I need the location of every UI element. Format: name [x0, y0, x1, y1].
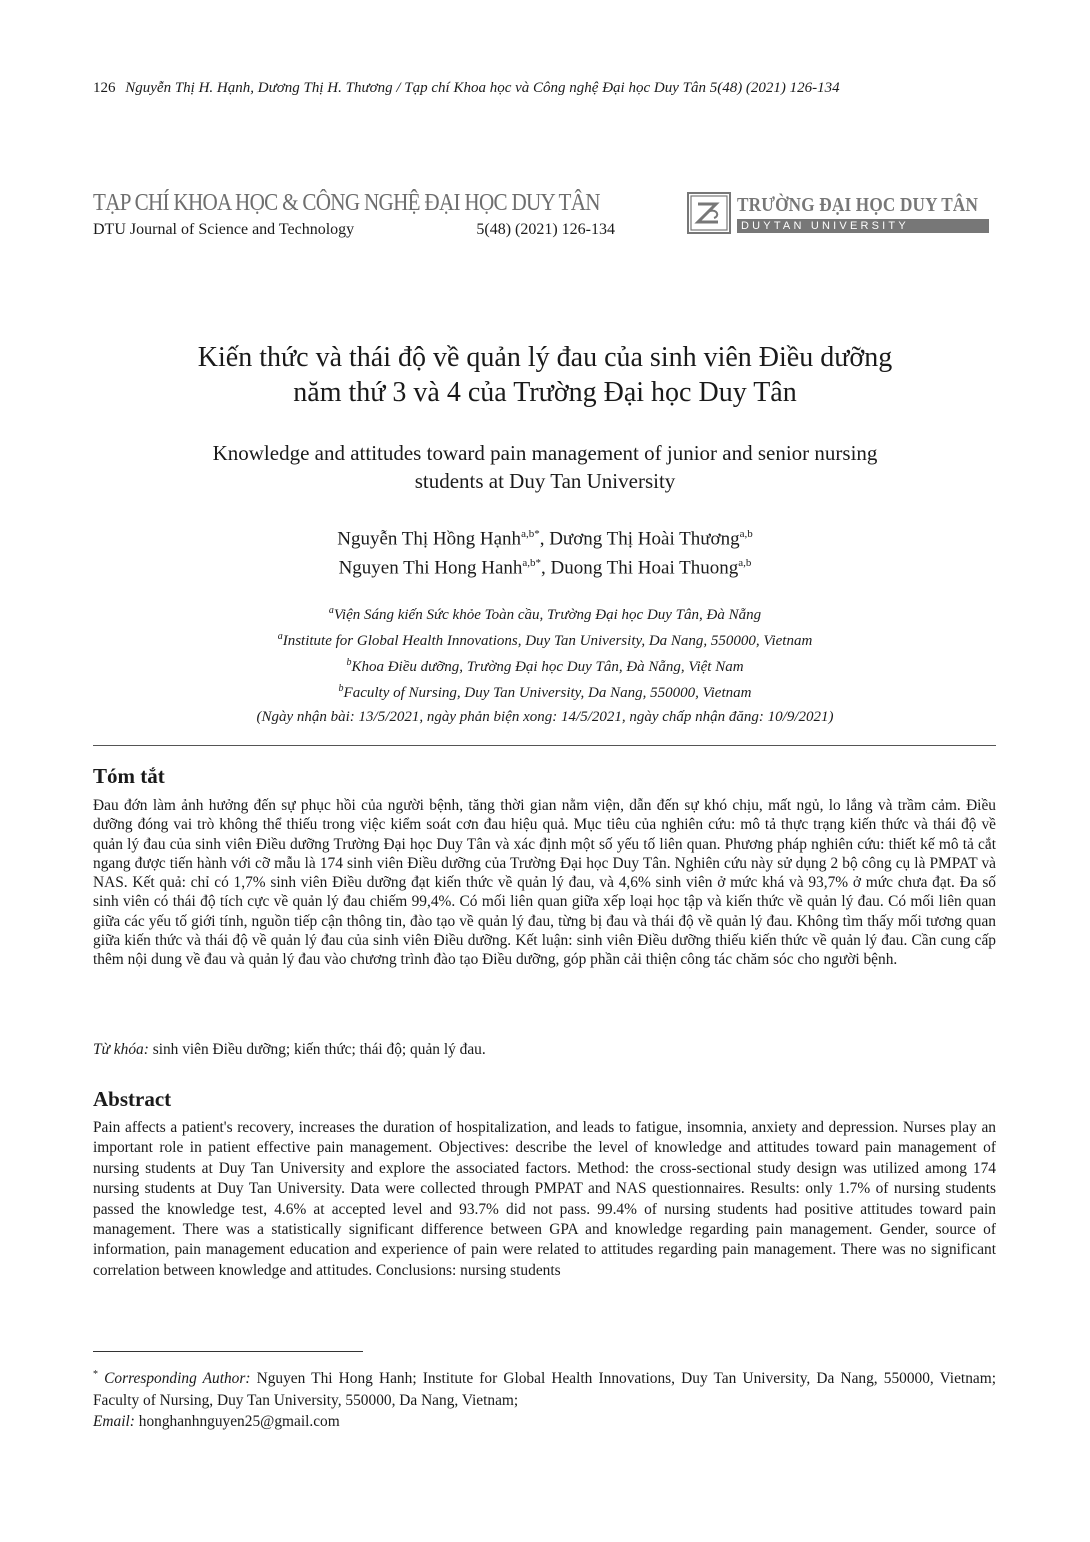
keywords	[93, 1041, 486, 1059]
footnote-mark: *	[93, 1369, 98, 1380]
abstract-body: Pain affects a patient's recovery, increases the duration of hospitalization, and leads to fatigue, insomnia, anxiety and depression. Nurses play an important role in patient effective pain management. Objectives: describe the level of knowledge and attitudes toward pain management of nursing students at Duy Tan University and explore the associated factors. Method: the cross-sectional study design was utilized among 174 nursing students at Duy Tan University. Data were collected through PMPAT and NAS questionnaires. Results: only 1.7% of nursing students passed the knowledge test, 4.6% at accepted level and 93.7% did not pass. 99.4% of nursing students had positive attitudes toward pain management. There was a statistically significant difference between GPA and knowledge regarding pain management. Gender, source of information, pain management education and experience of pain were related to attitudes regarding pain management. There was no significant correlation between knowledge and attitudes. Conclusions: nursing students	[93, 1119, 996, 1279]
running-head	[93, 80, 840, 97]
journal-issue: 5(48) (2021) 126-134	[476, 221, 615, 238]
affiliation-text: Institute for Global Health Innovations, Duy Tan University, Da Nang, 550000, Vietnam	[282, 633, 813, 649]
journal-name-vn: TẠP CHÍ KHOA HỌC & CÔNG NGHỆ ĐẠI HỌC DUY TÂN	[93, 190, 600, 216]
author-affiliation-mark: a,b*	[522, 557, 542, 570]
affiliation-text: Viện Sáng kiến Sức khỏe Toàn cầu, Trường Đại học Duy Tân, Đà Nẵng	[333, 607, 762, 623]
abstract-heading: Abstract	[93, 1087, 172, 1111]
running-head-citation: Nguyễn Thị H. Hạnh, Dương Thị H. Thương / Tạp chí Khoa học và Công nghệ Đại học Duy Tân 5(48) (2021) 126-134	[125, 80, 840, 96]
tom-tat-heading: Tóm tắt	[93, 764, 165, 788]
affiliation-mark: b	[338, 683, 344, 694]
author-separator: ,	[539, 528, 550, 550]
university-name-vn: TRƯỜNG ĐẠI HỌC DUY TÂN	[737, 193, 979, 216]
author-list	[0, 522, 1090, 581]
header-divider	[93, 745, 996, 746]
article-title-en	[0, 439, 1090, 495]
email-address: honghanhnguyen25@gmail.com	[138, 1413, 340, 1431]
duytan-logo-icon	[687, 192, 731, 234]
author-affiliation-mark: a,b	[739, 528, 753, 540]
university-logo	[687, 192, 1017, 234]
authors-en	[0, 551, 1090, 580]
author-name: Duong Thi Hoai Thuong	[550, 557, 739, 579]
affiliation-line	[0, 600, 1090, 626]
email-label: Email:	[93, 1413, 135, 1431]
title-vn-line-1: Kiến thức và thái độ về quản lý đau của sinh viên Điều dưỡng	[197, 342, 893, 373]
article-title-vn	[0, 340, 1090, 410]
keywords-text: sinh viên Điều dưỡng; kiến thức; thái độ; quản lý đau.	[152, 1041, 486, 1058]
affiliation-text: Khoa Điều dưỡng, Trường Đại học Duy Tân, Đà Nẵng, Việt Nam	[351, 659, 744, 675]
affiliation-mark: b	[346, 657, 352, 668]
page-number: 126	[93, 80, 116, 96]
keywords-label: Từ khóa:	[93, 1041, 149, 1058]
journal-name-en: DTU Journal of Science and Technology	[93, 221, 355, 238]
author-affiliation-mark: a,b	[738, 557, 752, 570]
journal-masthead	[93, 190, 623, 239]
author-affiliation-mark: a,b*	[521, 528, 540, 540]
submission-dates: (Ngày nhận bài: 13/5/2021, ngày phản biện xong: 14/5/2021, ngày chấp nhận đăng: 10/9/2021)	[256, 709, 834, 725]
author-name: Nguyen Thi Hong Hanh	[338, 557, 523, 579]
affiliation-line	[0, 652, 1090, 678]
author-name: Nguyễn Thị Hồng Hạnh	[337, 528, 522, 550]
author-separator: ,	[541, 557, 551, 579]
affiliations	[0, 600, 1090, 704]
author-name: Dương Thị Hoài Thương	[549, 528, 740, 550]
authors-vn	[0, 522, 1090, 551]
title-en-line-2: students at Duy Tan University	[414, 469, 676, 493]
footnote-text: Nguyen Thi Hong Hanh; Institute for Global Health Innovations, Duy Tan University, Da Nang, 550000, Vietnam; Faculty of Nursing, Duy Tan University, 550000, Da Nang, Vietnam;	[93, 1370, 996, 1409]
affiliation-text: Faculty of Nursing, Duy Tan University, Da Nang, 550000, Vietnam	[343, 685, 752, 701]
affiliation-mark: a	[328, 605, 334, 616]
corresponding-author-footnote	[93, 1364, 996, 1433]
affiliation-line	[0, 626, 1090, 652]
title-vn-line-2: năm thứ 3 và 4 của Trường Đại học Duy Tân	[293, 377, 797, 408]
footnote-divider	[93, 1351, 363, 1352]
university-name-en: DUYTAN UNIVERSITY	[737, 219, 989, 233]
footnote-label: Corresponding Author:	[104, 1370, 251, 1388]
affiliation-mark: a	[277, 631, 283, 642]
tom-tat-body: Đau đớn làm ảnh hưởng đến sự phục hồi của người bệnh, tăng thời gian nằm viện, dẫn đến sự khó chịu, mất ngủ, lo lắng và trầm cảm. Điều dưỡng đóng vai trò không thể thiếu trong việc kiểm soát cơn đau hiệu quả. Mục tiêu của nghiên cứu: mô tả thực trạng kiến thức và thái độ về quản lý đau của sinh viên Điều dưỡng Trường Đại học Duy Tân và xác định một số yếu tố liên quan. Phương pháp nghiên cứu: thiết kế mô tả cắt ngang được tiến hành với cỡ mẫu là 174 sinh viên Điều dưỡng của Trường Đại học Duy Tân. Nghiên cứu này sử dụng 2 bộ công cụ là PMPAT và NAS. Kết quả: chỉ có 1,7% sinh viên Điều dưỡng đạt kiến thức về quản lý đau, và 4,6% sinh viên ở mức khá và 93,7% ở mức chưa đạt. Đa số sinh viên có thái độ tích cực về quản lý đau chiếm 99,4%. Có mối liên quan giữa xếp loại học tập và kiến thức về quản lý đau. Có mối liên quan giữa các yếu tố giới tính, nguồn tiếp cận thông tin, đào tạo về quản lý đau, từng bị đau và thái độ về quản lý đau. Không tìm thấy mối tương quan giữa kiến thức và thái độ về quản lý đau của sinh viên Điều dưỡng. Kết luận: sinh viên Điều dưỡng thiếu kiến thức về quản lý đau. Cần cung cấp thêm nội dung về đau và quản lý đau vào chương trình đào tạo Điều dưỡng, góp phần cải thiện công tác chăm sóc cho người bệnh.	[93, 797, 996, 969]
affiliation-line	[0, 678, 1090, 704]
title-en-line-1: Knowledge and attitudes toward pain management of junior and senior nursing	[212, 441, 878, 465]
